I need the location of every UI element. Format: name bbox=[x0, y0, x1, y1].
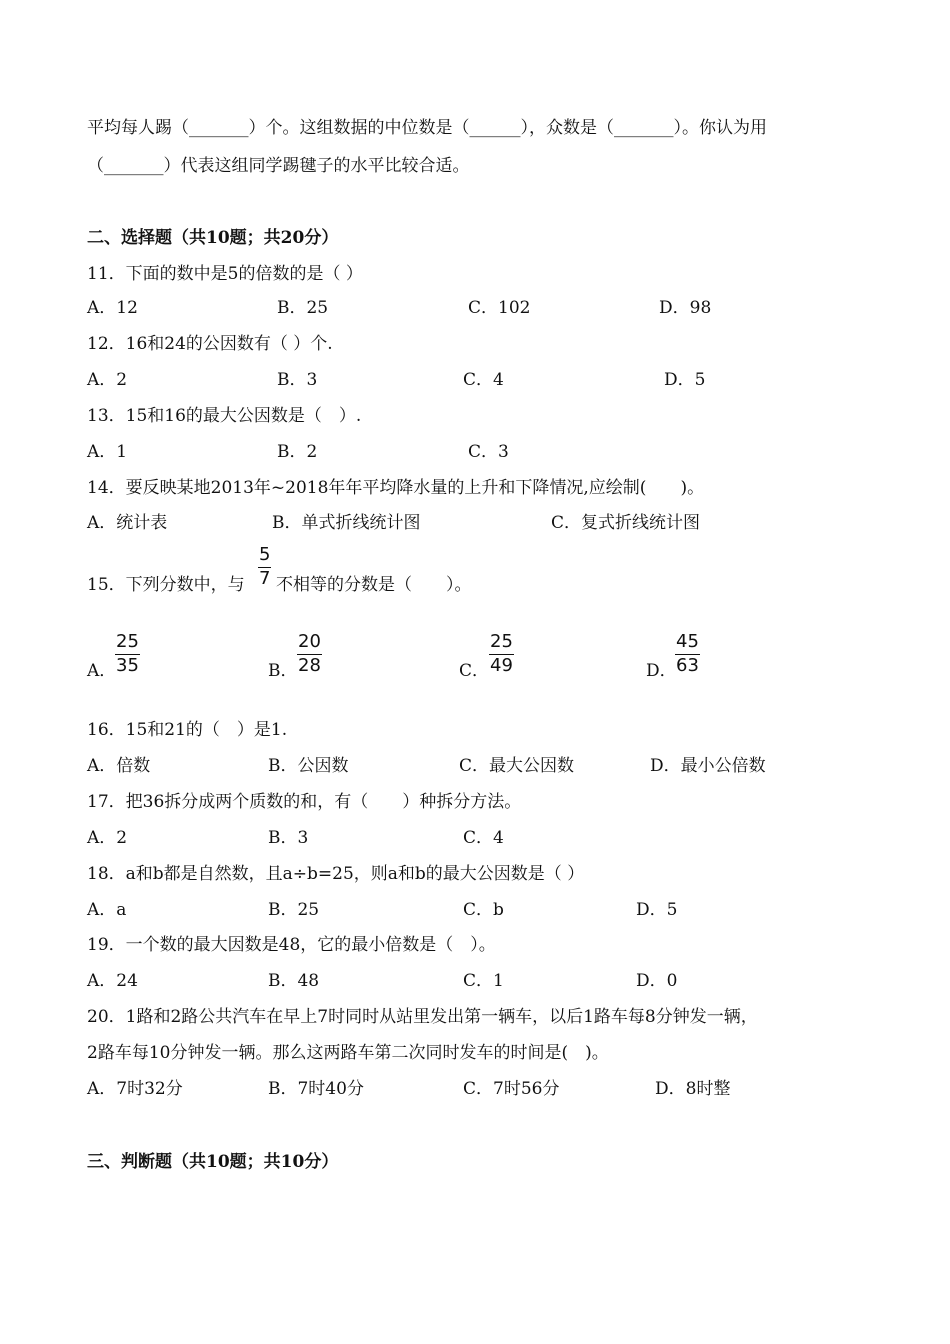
question-16-option-b: B．公因数 bbox=[268, 756, 349, 776]
question-17-option-a: A．2 bbox=[87, 828, 128, 848]
question-14-stem: 14．要反映某地2013年~2018年年平均降水量的上升和下降情况,应绘制( )。 bbox=[87, 478, 705, 498]
question-15-option-b-label: B． bbox=[268, 661, 298, 681]
question-12-option-a: A．2 bbox=[87, 370, 128, 390]
question-13-option-a: A．1 bbox=[87, 442, 128, 462]
question-19-option-b: B．48 bbox=[268, 971, 320, 991]
question-15-option-c-fraction bbox=[489, 632, 514, 676]
question-18-option-a: A．a bbox=[87, 900, 127, 920]
section-title-judgment: 三、判断题（共10题；共10分） bbox=[87, 1152, 339, 1172]
question-17-option-c: C．4 bbox=[463, 828, 504, 848]
question-11-option-b: B．25 bbox=[277, 298, 329, 318]
question-13-option-c: C．3 bbox=[468, 442, 509, 462]
question-13-stem: 13．15和16的最大公因数是（ ）. bbox=[87, 406, 362, 426]
question-20-option-a: A．7时32分 bbox=[87, 1079, 183, 1099]
question-17-option-b: B．3 bbox=[268, 828, 309, 848]
fraction-numerator: 25 bbox=[116, 631, 139, 652]
question-18-option-c: C．b bbox=[463, 900, 504, 920]
question-19-option-a: A．24 bbox=[87, 971, 138, 991]
question-11-stem: 11．下面的数中是5的倍数的是（ ） bbox=[87, 264, 363, 284]
question-15-option-b-fraction bbox=[297, 632, 322, 676]
fraction-denominator: 63 bbox=[676, 655, 699, 676]
question-12-option-d: D．5 bbox=[664, 370, 706, 390]
question-11-option-d: D．98 bbox=[659, 298, 712, 318]
question-16-option-a: A．倍数 bbox=[87, 756, 151, 776]
question-20-option-c: C．7时56分 bbox=[463, 1079, 560, 1099]
question-18-option-d: D．5 bbox=[636, 900, 678, 920]
question-20-option-b: B．7时40分 bbox=[268, 1079, 364, 1099]
question-11-option-c: C．102 bbox=[468, 298, 531, 318]
question-16-option-c: C．最大公因数 bbox=[459, 756, 575, 776]
fraction-numerator: 45 bbox=[676, 631, 699, 652]
fraction-denominator: 7 bbox=[259, 568, 271, 589]
question-18-stem: 18．a和b都是自然数，且a÷b=25，则a和b的最大公因数是（ ） bbox=[87, 864, 585, 884]
fraction-numerator: 25 bbox=[490, 631, 513, 652]
question-19-option-c: C．1 bbox=[463, 971, 504, 991]
question-20-stem-line-1: 20．1路和2路公共汽车在早上7时同时从站里发出第一辆车，以后1路车每8分钟发一辆， bbox=[87, 1007, 758, 1027]
fraction-numerator: 20 bbox=[298, 631, 321, 652]
question-20-stem-line-2: 2路车每10分钟发一辆。那么这两路车第二次同时发车的时间是( )。 bbox=[87, 1043, 609, 1063]
question-15-option-c-label: C． bbox=[459, 661, 490, 681]
question-12-stem: 12．16和24的公因数有（ ）个. bbox=[87, 334, 333, 354]
question-15-option-a-label: A． bbox=[87, 661, 117, 681]
question-15-option-a-fraction bbox=[115, 632, 140, 676]
question-19-stem: 19．一个数的最大因数是48，它的最小倍数是（ ）。 bbox=[87, 935, 496, 955]
question-12-option-c: C．4 bbox=[463, 370, 504, 390]
question-14-option-a: A．统计表 bbox=[87, 513, 168, 533]
question-16-option-d: D．最小公倍数 bbox=[650, 756, 766, 776]
question-15-stem-fraction bbox=[258, 545, 271, 589]
question-13-option-b: B．2 bbox=[277, 442, 318, 462]
question-15-option-d-label: D． bbox=[646, 661, 677, 681]
section-title-choice: 二、选择题（共10题；共20分） bbox=[87, 228, 339, 248]
question-11-option-a: A．12 bbox=[87, 298, 138, 318]
question-20-option-d: D．8时整 bbox=[655, 1079, 731, 1099]
question-14-option-b: B．单式折线统计图 bbox=[272, 513, 421, 533]
fraction-denominator: 49 bbox=[490, 655, 513, 676]
question-14-option-c: C．复式折线统计图 bbox=[551, 513, 701, 533]
intro-line-1: 平均每人踢（_______）个。这组数据的中位数是（______），众数是（_______）。你认为用 bbox=[87, 118, 767, 138]
question-16-stem: 16．15和21的（ ）是1. bbox=[87, 720, 288, 740]
question-18-option-b: B．25 bbox=[268, 900, 320, 920]
fraction-denominator: 28 bbox=[298, 655, 321, 676]
question-19-option-d: D．0 bbox=[636, 971, 678, 991]
question-17-stem: 17．把36拆分成两个质数的和，有（ ）种拆分方法。 bbox=[87, 792, 522, 812]
fraction-denominator: 35 bbox=[116, 655, 139, 676]
question-12-option-b: B．3 bbox=[277, 370, 318, 390]
question-15-option-d-fraction bbox=[675, 632, 700, 676]
fraction-numerator: 5 bbox=[259, 544, 271, 565]
intro-line-2: （_______）代表这组同学踢毽子的水平比较合适。 bbox=[87, 156, 470, 176]
question-15-stem-prefix: 15．下列分数中，与 bbox=[87, 575, 245, 595]
question-15-stem-suffix: 不相等的分数是（ ）。 bbox=[276, 575, 472, 595]
